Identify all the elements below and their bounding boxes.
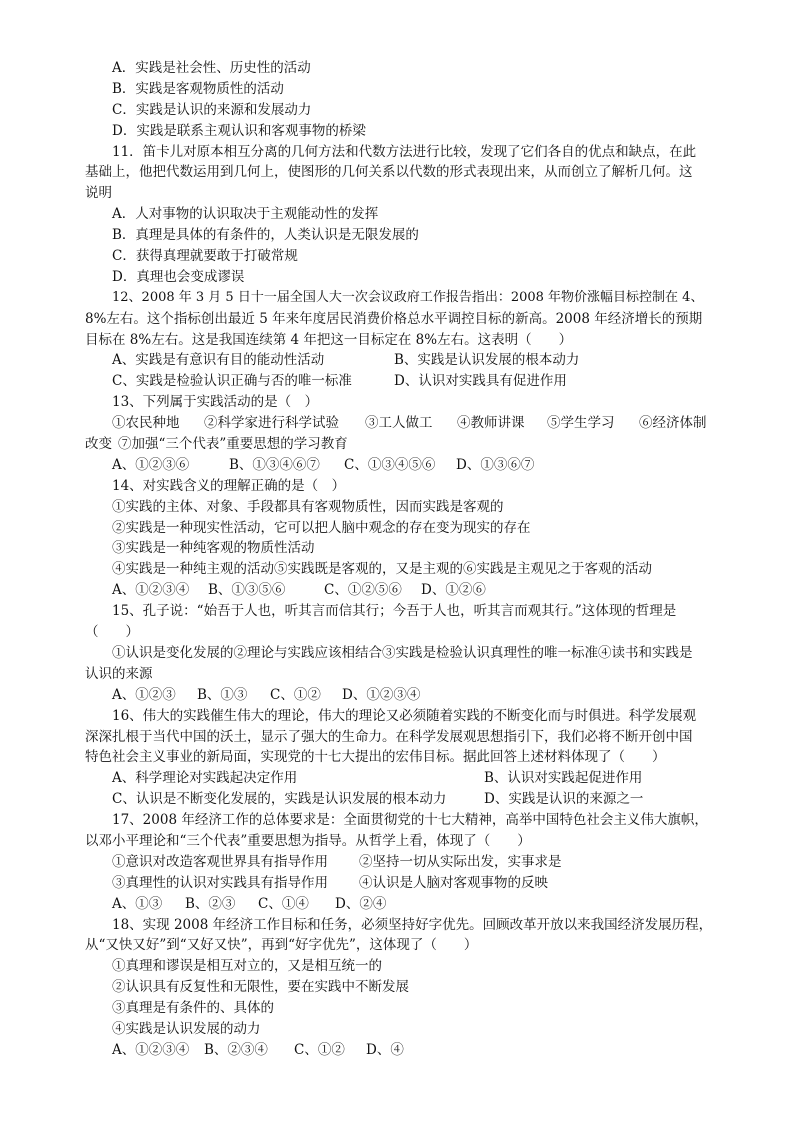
q17-statements-row2 — [85, 873, 713, 894]
q18-option-d: D、④ — [366, 1041, 404, 1058]
q15-option-c: C、①② — [270, 686, 321, 703]
q17-option-b: B、②③ — [185, 895, 236, 912]
q17-option-a: A、①③ — [112, 895, 163, 912]
q13-option-a: A、①②③⑥ — [112, 456, 190, 473]
q16-option-a: A、科学理论对实践起决定作用 — [112, 770, 298, 787]
q18-statement-2: ②认识具有反复性和无限性，要在实践中不断发展 — [112, 979, 409, 996]
q11-stem-line1: 11．笛卡儿对原本相互分离的几何方法和代数方法进行比较，发现了它们各自的优点和缺点，在此 — [112, 143, 697, 160]
q17-option-d: D、②④ — [335, 895, 387, 912]
q16-option-b: B、认识对实践起促进作用 — [484, 770, 643, 787]
q10-option-c: C．实践是认识的来源和发展动力 — [112, 101, 312, 118]
q12-options-row1 — [85, 350, 713, 371]
q14-option-d: D、①②⑥ — [421, 582, 486, 599]
q18-stem-line2: 从“又快又好”到“又好又快”，再到“好字优先”，这体现了（ ） — [85, 937, 478, 954]
q18-stem-line1: 18、实现 2008 年经济工作目标和任务，必须坚持好字优先。回顾改革开放以来我国经济发展历程， — [112, 916, 713, 933]
q16-stem-line2: 深深扎根于当代中国的沃土，显示了强大的生命力。在科学发展观思想指引下，我们必将不断开创中国 — [85, 728, 693, 745]
q10-option-b: B．实践是客观物质性的活动 — [112, 80, 284, 97]
q16-option-c: C、认识是不断变化发展的，实践是认识发展的根本动力 — [112, 791, 447, 808]
q18-statement-4: ④实践是认识发展的动力 — [112, 1020, 261, 1037]
q10-option-a: A．实践是社会性、历史性的活动 — [112, 60, 311, 76]
q17-statement-2: ②坚持一切从实际出发，实事求是 — [359, 853, 562, 870]
q11-stem-line2: 基础上，他把代数运用到几何上，使图形的几何关系以代数的形式表现出来，从而创立了解析几何。这 — [85, 164, 693, 181]
q13-item-6a: ⑥经济体制 — [639, 415, 707, 432]
q14-option-c: C、①②⑤⑥ — [324, 582, 402, 599]
q13-item-3: ③工人做工 — [365, 415, 433, 432]
q11-option-d: D．真理也会变成谬误 — [112, 268, 245, 285]
q17-statements-row1 — [85, 852, 713, 873]
q11-stem-line3: 说明 — [85, 185, 112, 202]
q14-option-a: A、①②③④ — [112, 582, 190, 599]
q18-option-c: C、①② — [294, 1041, 345, 1058]
q17-statement-1: ①意识对改造客观世界具有指导作用 — [112, 853, 328, 870]
q18-statement-3: ③真理是有条件的、具体的 — [112, 1000, 274, 1017]
q12-options-row2 — [85, 371, 713, 392]
q15-stem-line2: （ ） — [85, 624, 139, 641]
q16-option-d: D、实践是认识的来源之一 — [484, 791, 644, 808]
q13-item-1: ①农民种地 — [112, 415, 180, 432]
q16-stem-line1: 16、伟大的实践催生伟大的理论，伟大的理论又必须随着实践的不断变化而与时俱进。科学发展观 — [112, 707, 697, 724]
q14-option-b: B、①③⑤⑥ — [208, 582, 286, 599]
q14-options — [85, 580, 713, 601]
q17-options — [85, 894, 713, 915]
q13-item-4: ④教师讲课 — [457, 415, 525, 432]
q14-statement-3: ③实践是一种纯客观的物质性活动 — [112, 540, 315, 557]
q12-option-c: C、实践是检验认识正确与否的唯一标准 — [112, 373, 352, 390]
q15-option-b: B、①③ — [197, 686, 248, 703]
q13-item-7: ⑦加强“三个代表”重要思想的学习教育 — [118, 436, 348, 453]
q13-options — [85, 455, 713, 476]
q18-options — [85, 1040, 713, 1061]
q18-option-b: B、②③④ — [204, 1041, 268, 1058]
q10-option-d: D．实践是联系主观认识和客观事物的桥梁 — [112, 122, 366, 139]
q13-option-b: B、①③④⑥⑦ — [229, 456, 320, 473]
q12-stem-line1: 12、2008 年 3 月 5 日十一届全国人大一次会议政府工作报告指出：2008 年物价涨幅目标控制在 4、 — [112, 289, 704, 305]
q13-items-row1 — [85, 413, 713, 434]
q15-options — [85, 685, 713, 706]
q17-statement-4: ④认识是人脑对客观事物的反映 — [359, 874, 548, 891]
q18-option-a: A、①②③④ — [112, 1041, 190, 1058]
q12-option-a: A、实践是有意识有目的能动性活动 — [112, 352, 325, 369]
q12-option-b: B、实践是认识发展的根本动力 — [394, 352, 580, 369]
q11-option-c: C．获得真理就要敢于打破常规 — [112, 248, 298, 265]
q11-option-a: A．人对事物的认识取决于主观能动性的发挥 — [112, 206, 379, 223]
q15-stem-line1: 15、孔子说：“始吾于人也，听其言而信其行；今吾于人也，听其言而观其行。”这体现的哲理是 — [112, 603, 677, 620]
q17-stem-line2: 以邓小平理论和“三个代表”重要思想为指导。从哲学上看，体现了（ ） — [85, 832, 531, 849]
q12-stem-line3: 目标在 8%左右。这是我国连续第 4 年把这一目标定在 8%左右。这表明（ ） — [85, 331, 573, 348]
q13-stem: 13、下列属于实践活动的是（ ） — [112, 394, 319, 411]
q12-stem-line2: 8%左右。这个指标创出最近 5 年来年度居民消费价格总水平调控目标的新高。2008 年经济增长的预期 — [85, 310, 703, 327]
q11-option-b: B．真理是具体的有条件的，人类认识是无限发展的 — [112, 227, 419, 244]
q13-option-d: D、①③⑥⑦ — [456, 456, 535, 473]
q14-statement-2: ②实践是一种现实性活动，它可以把人脑中观念的存在变为现实的存在 — [112, 519, 531, 536]
q15-stem-line4: 认识的来源 — [85, 665, 153, 682]
q14-stem: 14、对实践含义的理解正确的是（ ） — [112, 477, 346, 494]
q15-option-d: D、①②③④ — [342, 686, 421, 703]
q13-item-2: ②科学家进行科学试验 — [204, 415, 339, 432]
q17-stem-line1: 17、2008 年经济工作的总体要求是：全面贯彻党的十七大精神，高举中国特色社会主义伟大旗帜， — [112, 812, 708, 829]
q15-option-a: A、①②③ — [112, 686, 176, 703]
q13-item-6b: 改变 — [85, 436, 112, 453]
q17-statement-3: ③真理性的认识对实践具有指导作用 — [112, 874, 328, 891]
q13-items-row2 — [85, 434, 713, 455]
q14-statement-4: ④实践是一种纯主观的活动⑤实践既是客观的，又是主观的⑥实践是主观见之于客观的活动 — [112, 561, 652, 578]
q12-option-d: D、认识对实践具有促进作用 — [394, 373, 567, 390]
q17-option-c: C、①④ — [258, 895, 309, 912]
q13-option-c: C、①③④⑤⑥ — [344, 456, 436, 473]
q13-item-5: ⑤学生学习 — [547, 415, 615, 432]
q18-statement-1: ①真理和谬误是相互对立的，又是相互统一的 — [112, 958, 382, 975]
question-content — [85, 58, 713, 1061]
q16-stem-line3: 特色社会主义事业的新局面，实现党的十七大提出的宏伟目标。据此回答上述材料体现了（ ） — [85, 749, 666, 766]
q16-options-row1 — [85, 768, 713, 789]
q16-options-row2 — [85, 789, 713, 810]
q15-stem-line3: ①认识是变化发展的②理论与实践应该相结合③实践是检验认识真理性的唯一标准④读书和实践是 — [112, 644, 693, 661]
q14-statement-1: ①实践的主体、对象、手段都具有客观物质性，因而实践是客观的 — [112, 498, 504, 515]
